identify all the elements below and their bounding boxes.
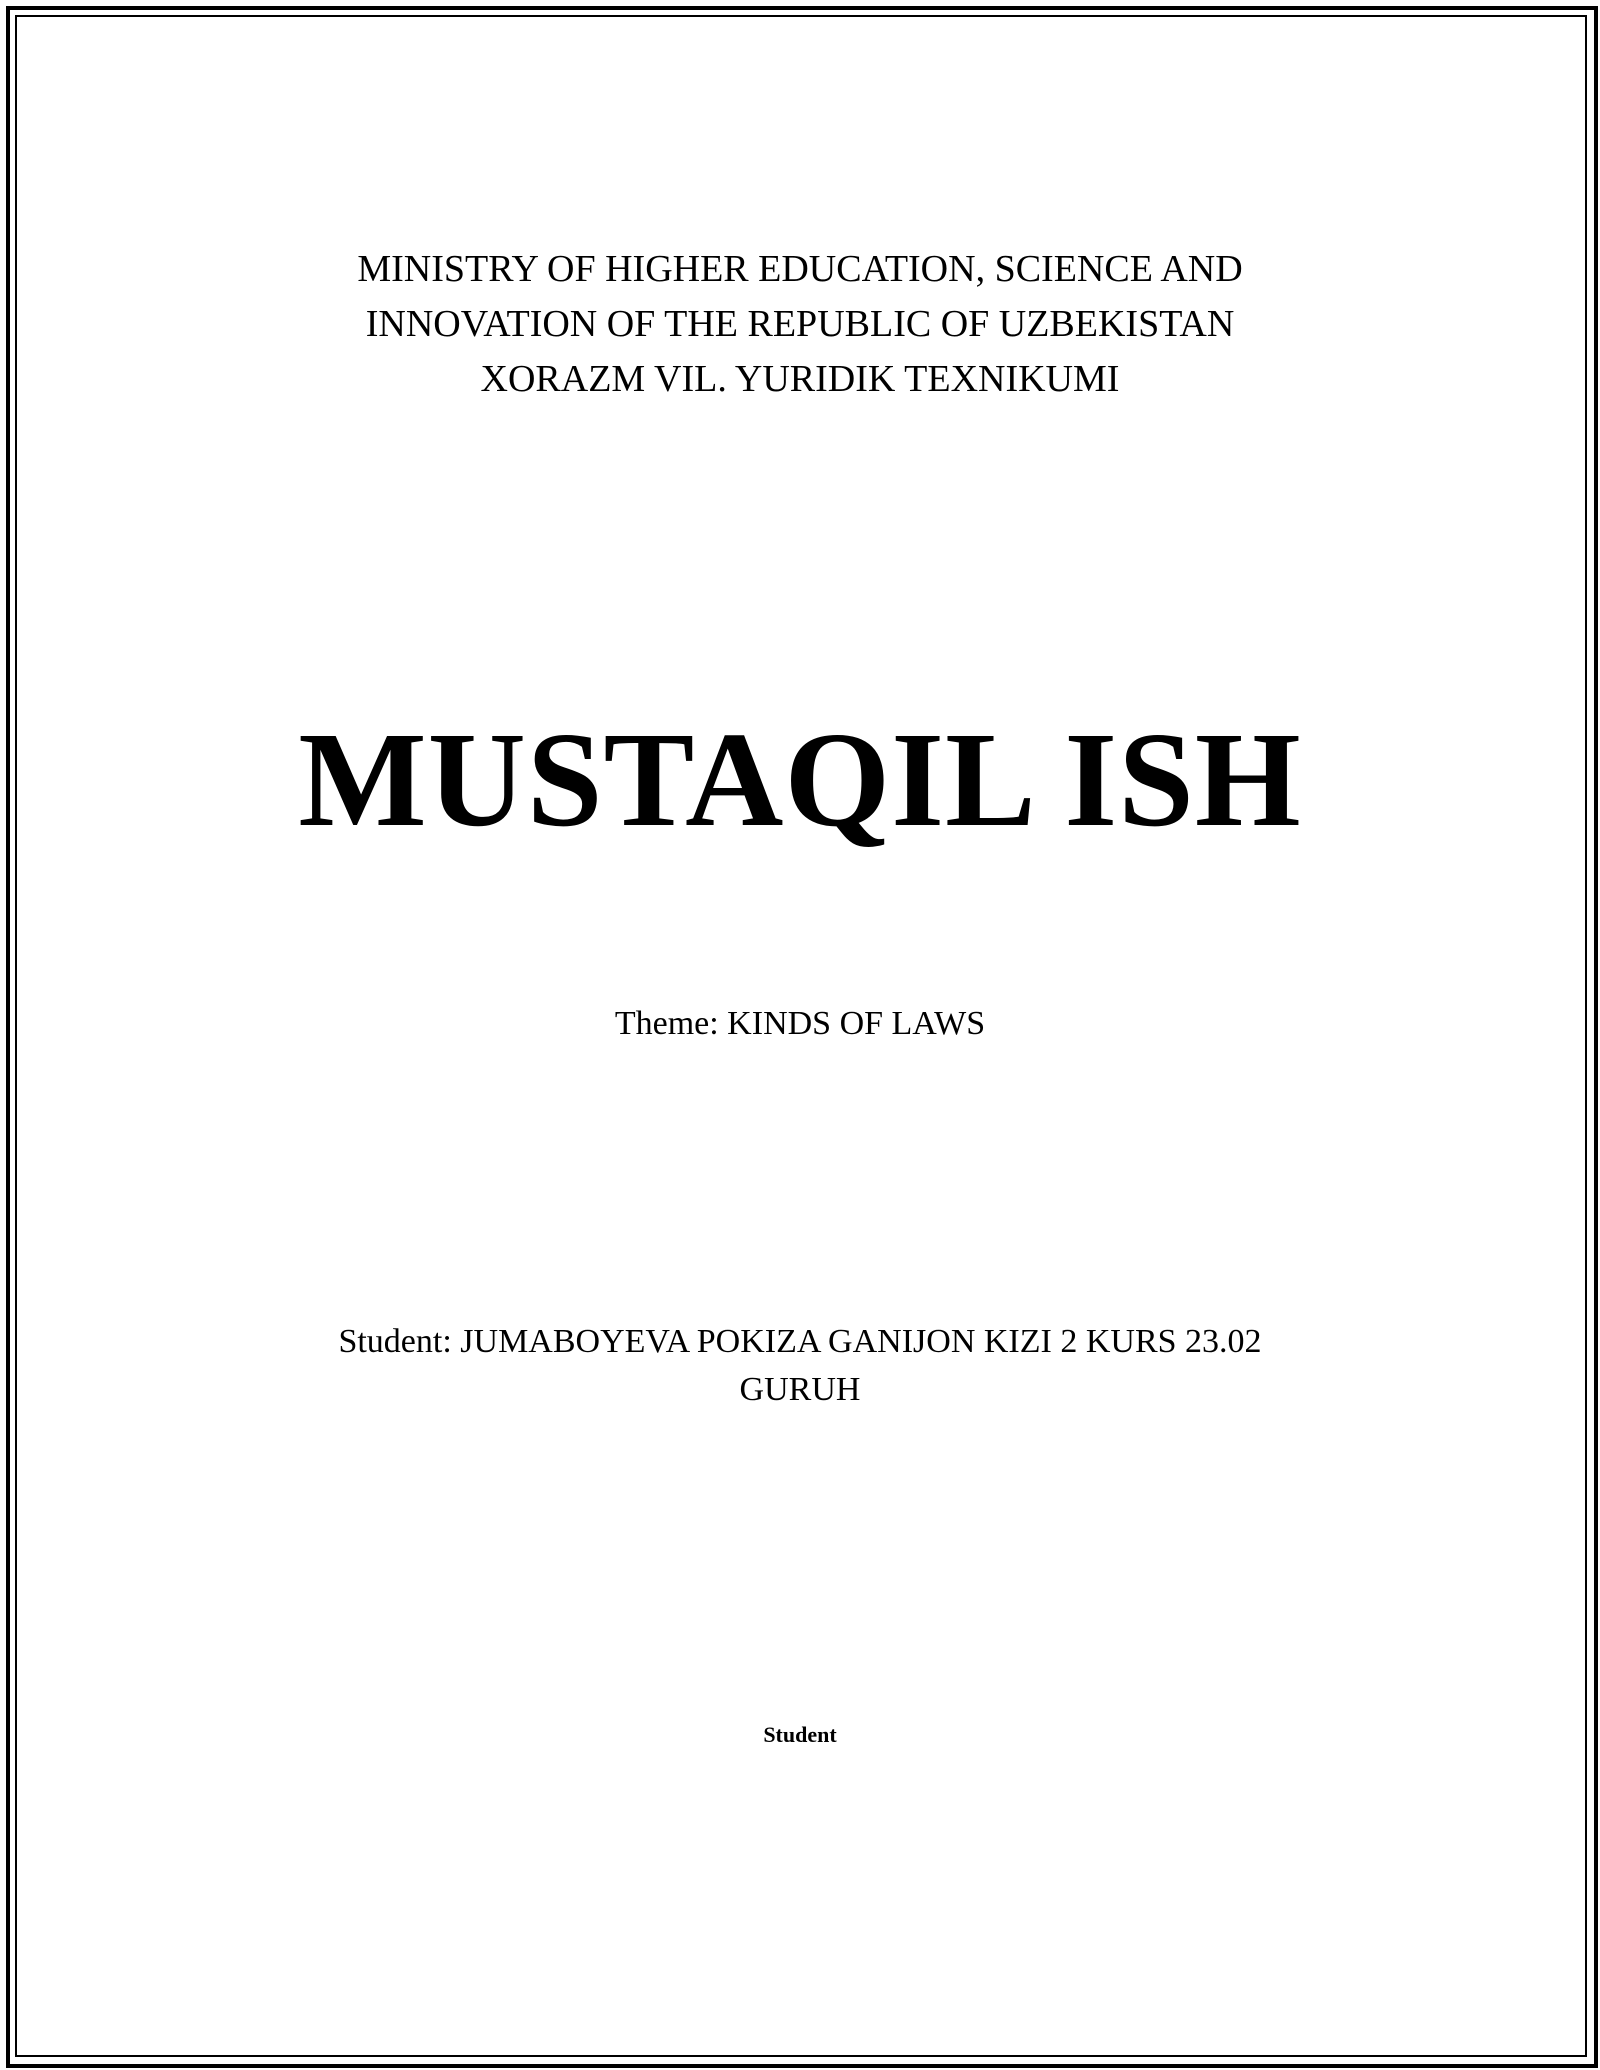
theme-line: Theme: KINDS OF LAWS	[614, 1005, 986, 1042]
student-line-2: GURUH	[739, 1371, 861, 1408]
header-line-1: MINISTRY OF HIGHER EDUCATION, SCIENCE AND	[357, 248, 1243, 290]
student-line-1: Student: JUMABOYEVA POKIZA GANIJON KIZI 2 KURS 23.02	[338, 1323, 1262, 1360]
document-title: MUSTAQIL ISH	[298, 705, 1302, 855]
footer-student-label: Student	[763, 1722, 837, 1747]
institution-header	[0, 242, 1600, 407]
student-info	[0, 1318, 1600, 1414]
header-line-2: INNOVATION OF THE REPUBLIC OF UZBEKISTAN	[365, 303, 1235, 345]
header-line-3: XORAZM VIL. YURIDIK TEXNIKUMI	[480, 358, 1120, 400]
